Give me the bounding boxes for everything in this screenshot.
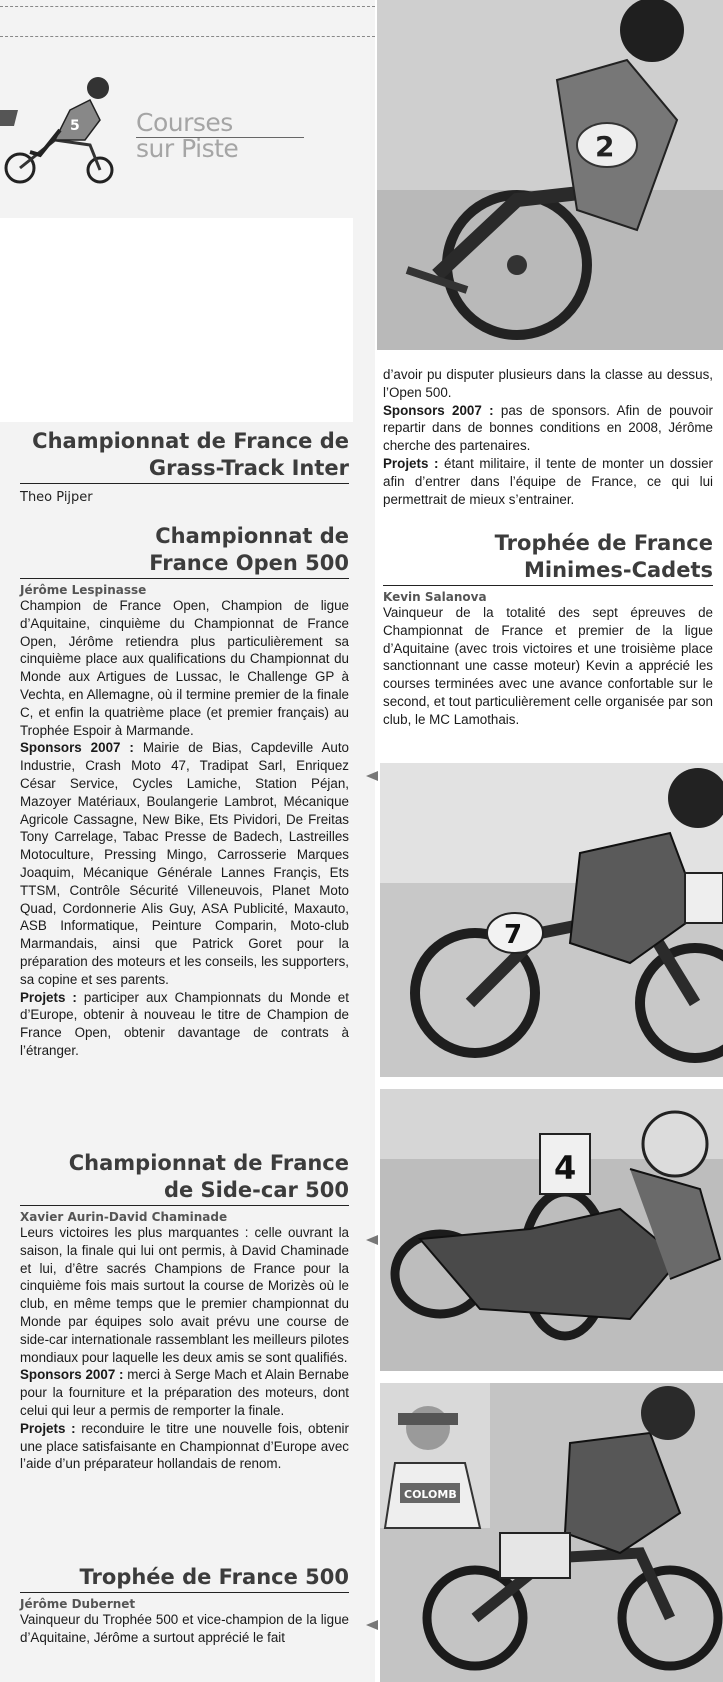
author-sidecar: Xavier Aurin-David Chaminade	[20, 1210, 228, 1224]
photo-speedway-rider-1	[377, 0, 723, 350]
heading-grass-track: Championnat de France de Grass-Track Inter	[20, 428, 349, 484]
sidecar-number: 4	[554, 1149, 577, 1187]
rider1-number: 2	[595, 130, 615, 163]
photo-pointer-icon	[366, 1235, 378, 1245]
author-grass-track: Theo Pijper	[20, 490, 93, 505]
projets-continued	[383, 455, 713, 508]
sponsors-label: Sponsors 2007 :	[20, 1367, 124, 1383]
sponsors-label: Sponsors 2007 :	[383, 402, 494, 418]
article-grass-track	[20, 428, 349, 505]
projets-label: Projets :	[20, 989, 77, 1005]
projets-text: participer aux Championnats du Monde et d’Europe, obtenir à nouveau le titre de Champion de France Open, obtenir davantage de contrats à l’étranger.	[20, 989, 349, 1058]
sponsors-text: merci à Serge Mach et Alain Bernabe pour la fourniture et la préparation des moteurs, dont celui qui leur a permis de remporter la finale.	[20, 1367, 349, 1418]
heading-trophee500: Trophée de France 500	[20, 1564, 349, 1593]
author-open500: Jérôme Lespinasse	[20, 583, 147, 597]
sponsors-continued	[383, 402, 713, 455]
projets-label: Projets :	[20, 1420, 76, 1436]
photo-speedway-rider-2	[380, 763, 723, 1077]
portrait-shirt-text: COLOMB	[404, 1488, 457, 1501]
rider-illustration	[0, 70, 130, 190]
body-trophee500: Vainqueur du Trophée 500 et vice-champion de la ligue d’Aquitaine, Jérôme a surtout apprécié le fait	[20, 1612, 349, 1645]
heading-minimes: Trophée de France Minimes-Cadets	[383, 530, 713, 586]
author-minimes: Kevin Salanova	[383, 590, 487, 604]
projets-label: Projets :	[383, 455, 439, 471]
section-label	[136, 110, 306, 162]
projets-text: reconduire le titre une nouvelle fois, obtenir une place satisfaisante en Championnat d’Europe avec l’aide d’un préparateur hollandais de renom.	[20, 1420, 349, 1472]
section-label-line2: sur Piste	[136, 134, 239, 163]
heading-sidecar: Championnat de France de Side-car 500	[20, 1150, 349, 1206]
section-label-rule	[136, 137, 304, 138]
rider2-number: 7	[504, 920, 523, 950]
sponsors-sidecar	[20, 1366, 349, 1419]
article-trophee500-continued	[383, 366, 713, 508]
projets-sidecar	[20, 1420, 349, 1473]
projets-text: étant militaire, il tente de monter un dossier afin d’entrer dans l’équipe de France, ce qui lui permettrait de mieux s’entrainer.	[383, 455, 713, 507]
body-sidecar: Leurs victoires les plus marquantes : celle ouvrant la saison, la finale qui lui ont permis, à David Chaminade et lui, d’être sacrés Champions de France pour la cinquième fois mais surtout la course de Morizès où le club, en même temps que le premier championnat du Monde par équipes solo avait prévu une course de side-car internationale rassemblant les meilleurs pilotes mondiaux pour laquelle les deux amis se sont qualifiés.	[20, 1225, 349, 1365]
svg-text:5: 5	[70, 118, 80, 134]
body-minimes: Vainqueur de la totalité des sept épreuves de Championnat de France et premier de la ligue d’Aquitaine (avec trois victoires et une troisième place sanctionnant une casse moteur) Kevin a apprécié les courses terminées avec une avance confortable sur le second, et tout particulièrement celle organisée par son club, le MC Lamothais.	[383, 605, 713, 727]
body-open500: Champion de France Open, Champion de ligue d’Aquitaine, cinquième du Championnat de France Open, Jérôme retiendra plus particulièrement sa cinquième place aux qualifications du Championnat du Monde aux Artigues de Lussac, le Challenge GP à Vechta, en Allemagne, où il termine premier de la finale C, et enfin la quatrième place (et premier français) au Trophée Espoir à Marmande.	[20, 598, 349, 738]
body-continued: d’avoir pu disputer plusieurs dans la classe au dessus, l’Open 500.	[383, 367, 713, 400]
dashed-rule	[0, 36, 375, 37]
article-sidecar	[20, 1150, 349, 1473]
photo-sidecar	[380, 1089, 723, 1371]
sponsors-text: pas de sponsors. Afin de pouvoir repartir dans de bonnes conditions en 2008, Jérôme cherche des partenaires.	[383, 402, 713, 454]
sponsors-label: Sponsors 2007 :	[20, 740, 134, 756]
sponsors-text: Mairie de Bias, Capdeville Auto Industrie, Crash Moto 47, Tradipat Sarl, Enriquez César Service, Cycles Lamiche, Station Péjan, Mazoyer Matériaux, Boulangerie Lambrot, Mécanique Agricole Cassagne, New Bike, Ets Pividori, De Freitas Tony Carrelage, Tabac Presse de Badech, Lastreilles Motoculture, Pressing Mingo, Carrosserie Marques Joaquim, Mécanique Générale Lannes Françis, Ets TTSM, Contrôle Sécurité Villeneuvois, Planet Moto Quad, Cordonnerie Alis Guy, ASA Publicité, Maxauto, ASB Informatique, Peinture Comparin, Moto-club Marmandais, ainsi que Patrick Goret pour la préparation des moteurs et les conseils, les supporters, sa copine et ses parents.	[20, 740, 349, 987]
article-minimes	[383, 530, 713, 729]
sponsors-open500	[20, 739, 349, 988]
article-open500	[20, 523, 349, 1060]
section-label-line1: Courses	[136, 108, 233, 137]
projets-open500	[20, 989, 349, 1060]
blank-inset	[0, 218, 353, 422]
photo-pointer-icon	[366, 771, 378, 781]
article-trophee500	[20, 1564, 349, 1647]
photo-pointer-icon	[366, 1620, 378, 1630]
dashed-rule	[0, 6, 375, 7]
heading-open500: Championnat de France Open 500	[20, 523, 349, 579]
author-trophee500: Jérôme Dubernet	[20, 1597, 136, 1611]
photo-rider-portrait-and-action	[380, 1383, 723, 1682]
